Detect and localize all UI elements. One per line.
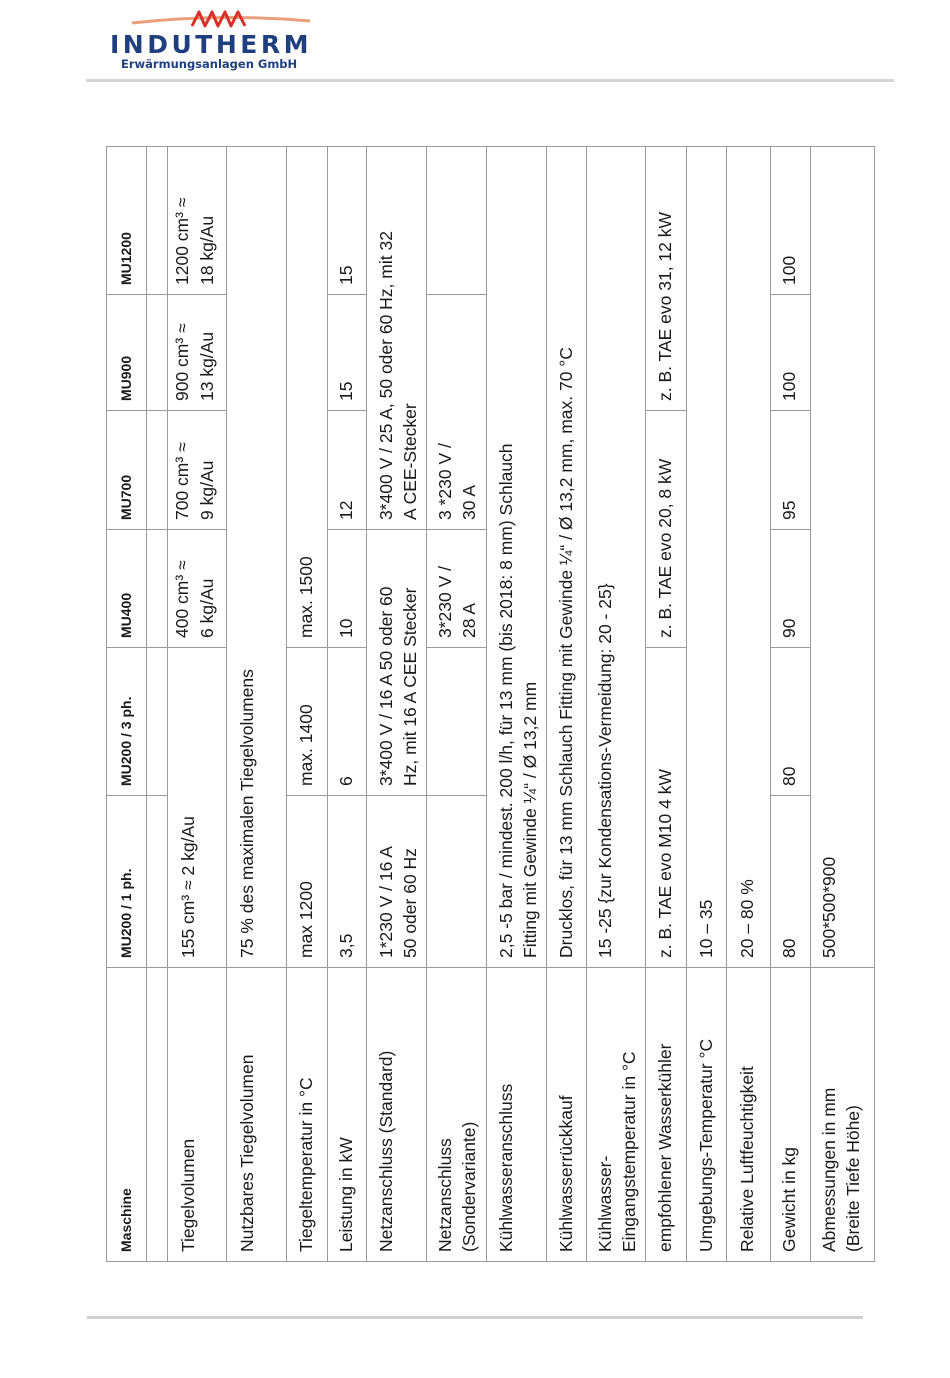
- row-label-ruecklauf: Kühlwasserrückkauf: [556, 1095, 576, 1252]
- row-label-nutzbar: Nutzbares Tiegelvolumen: [237, 1054, 257, 1252]
- row-label-netz-sonder-b: (Sondervariante): [459, 1121, 479, 1252]
- row-label-kuehler: empfohlener Wasserkühler: [655, 1043, 675, 1252]
- cell-kuehlwasser-a: 2,5 -5 bar / mindest. 200 l/h, für 13 mm (bis 2018: 8 mm) Schlauch: [496, 443, 516, 958]
- cell-feuchte-all: 20 – 80 %: [737, 879, 757, 958]
- row-label-temperatur: Tiegeltemperatur in °C: [296, 1077, 316, 1252]
- header-model-mu900: MU900: [118, 355, 134, 401]
- row-label-feuchte: Relative Luftfeuchtigkeit: [737, 1066, 757, 1252]
- cell-tiegelvolumen-mu900-a: 900 cm³ ≈: [172, 323, 192, 401]
- cell-temperatur-mu200-3ph: max. 1400: [296, 704, 316, 786]
- cell-gewicht-mu700: 95: [779, 500, 799, 520]
- cell-ruecklauf-all: Drucklos, für 13 mm Schlauch Fitting mit Gewinde ¼“ / Ø 13,2 mm, max. 70 °C: [556, 347, 576, 958]
- row-label-eingang-b: Eingangstemperatur in °C: [619, 1051, 639, 1252]
- footer-divider: [87, 1316, 863, 1319]
- cell-tiegelvolumen-mu400-b: 6 kg/Au: [197, 578, 217, 638]
- cell-tiegelvolumen-mu400-a: 400 cm³ ≈: [172, 560, 192, 638]
- cell-tiegelvolumen-mu900-b: 13 kg/Au: [197, 331, 217, 401]
- cell-netz-standard-mu700-a: 3*400 V / 25 A, 50 oder 60 Hz, mit 32: [376, 231, 396, 520]
- header-model-mu200-3ph: MU200 / 3 ph.: [118, 696, 134, 786]
- cell-tiegelvolumen-mu1200-a: 1200 cm³ ≈: [172, 197, 192, 285]
- cell-gewicht-mu200-3ph: 80: [779, 766, 799, 786]
- cell-netz-sonder-mu700-a: 3 *230 V /: [435, 443, 455, 520]
- row-label-netz-standard: Netzanschluss (Standard): [376, 1050, 396, 1252]
- cell-abmessungen-all: 500*500*900: [819, 856, 839, 958]
- logo-brand: INDUTHERM: [110, 30, 312, 59]
- cell-leistung-mu900: 15: [336, 381, 356, 401]
- cell-leistung-mu700: 12: [336, 500, 356, 520]
- cell-netz-standard-mu700-b: A CEE-Stecker: [400, 403, 420, 520]
- row-label-kuehlwasser: Kühlwasseranschluss: [496, 1083, 516, 1252]
- header-label: Maschine: [118, 1188, 134, 1252]
- row-label-eingang-a: Kühlwasser-: [595, 1155, 615, 1252]
- row-label-gewicht: Gewicht in kg: [779, 1146, 799, 1252]
- cell-tiegelvolumen-mu200: 155 cm³ ≈ 2 kg/Au: [178, 816, 198, 958]
- cell-gewicht-mu900: 100: [779, 371, 799, 401]
- cell-tiegelvolumen-mu700-b: 9 kg/Au: [197, 460, 217, 520]
- header-model-mu700: MU700: [118, 474, 134, 520]
- cell-netz-sonder-mu700-b: 30 A: [459, 484, 479, 520]
- cell-kuehler-mu400-700: z. B. TAE evo 20, 8 kW: [655, 458, 675, 638]
- cell-kuehler-mu200: z. B. TAE evo M10 4 kW: [655, 769, 675, 958]
- row-label-umgebung: Umgebungs-Temperatur °C: [696, 1038, 716, 1252]
- cell-leistung-mu1200: 15: [336, 265, 356, 285]
- cell-kuehlwasser-b: Fitting mit Gewinde ¼“ / Ø 13,2 mm: [520, 681, 540, 958]
- cell-netz-standard-mu200-3ph-a: 3*400 V / 16 A 50 oder 60: [376, 586, 396, 786]
- cell-umgebung-all: 10 – 35: [696, 899, 716, 958]
- header-model-mu1200: MU1200: [118, 232, 134, 285]
- cell-gewicht-mu1200: 100: [779, 255, 799, 285]
- cell-temperatur-mu200-1ph: max 1200: [296, 881, 316, 958]
- cell-nutzbar-all: 75 % des maximalen Tiegelvolumens: [237, 669, 257, 958]
- logo-subtitle: Erwärmungsanlagen GmbH: [121, 57, 298, 71]
- header-divider: [86, 79, 894, 82]
- cell-temperatur-mu400: max. 1500: [296, 556, 316, 638]
- row-label-abmessungen-a: Abmessungen in mm: [819, 1087, 839, 1252]
- row-label-abmessungen-b: (Breite Tiefe Höhe): [843, 1105, 863, 1252]
- cell-netz-standard-mu200-1ph-a: 1*230 V / 16 A: [376, 846, 396, 958]
- cell-gewicht-mu400: 90: [779, 618, 799, 638]
- row-label-netz-sonder-a: Netzanschluss: [435, 1138, 455, 1252]
- cell-netz-sonder-mu400-b: 28 A: [459, 602, 479, 638]
- cell-netz-sonder-mu400-a: 3*230 V /: [435, 566, 455, 638]
- header-model-mu400: MU400: [118, 592, 134, 638]
- cell-leistung-mu200-1ph: 3,5: [336, 933, 356, 958]
- row-label-leistung: Leistung in kW: [336, 1137, 356, 1252]
- cell-kuehler-mu900-1200: z. B. TAE evo 31, 12 kW: [655, 211, 675, 401]
- cell-leistung-mu400: 10: [336, 618, 356, 638]
- spec-table: [106, 146, 875, 1262]
- cell-eingang-all: 15 -25 {zur Kondensations-Vermeidung: 20 - 25}: [595, 583, 615, 958]
- cell-tiegelvolumen-mu700-a: 700 cm³ ≈: [172, 442, 192, 520]
- cell-leistung-mu200-3ph: 6: [336, 776, 356, 786]
- cell-gewicht-mu200-1ph: 80: [779, 938, 799, 958]
- cell-tiegelvolumen-mu1200-b: 18 kg/Au: [197, 215, 217, 285]
- cell-netz-standard-mu200-1ph-b: 50 oder 60 Hz: [400, 848, 420, 958]
- cell-netz-standard-mu200-3ph-b: Hz, mit 16 A CEE Stecker: [400, 587, 420, 786]
- row-label-tiegelvolumen: Tiegelvolumen: [178, 1138, 198, 1252]
- header-model-mu200-1ph: MU200 / 1 ph.: [118, 868, 134, 958]
